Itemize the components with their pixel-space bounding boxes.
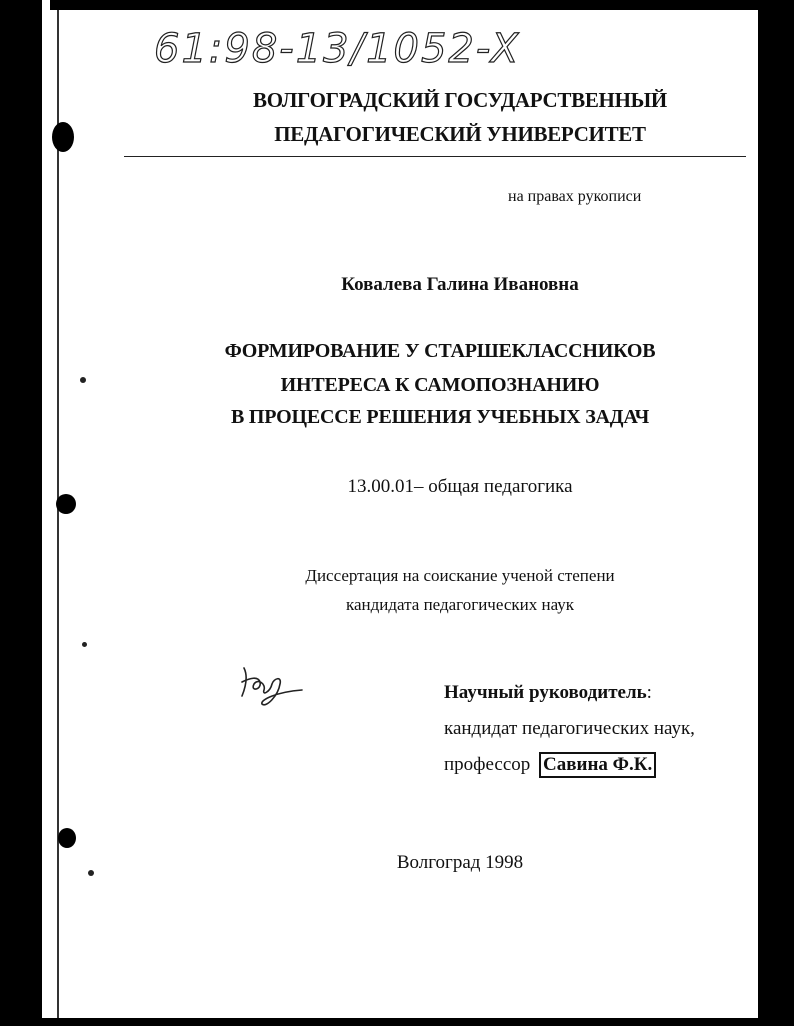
dissertation-line1: Диссертация на соискание ученой степени: [305, 566, 615, 585]
author-name: Ковалева Галина Ивановна: [341, 274, 579, 295]
scan-margin-left: [42, 0, 50, 1026]
supervisor-heading-colon: :: [646, 682, 652, 703]
binder-hole-mark: [52, 122, 74, 152]
scan-speck: [82, 642, 87, 647]
supervisor-line: [444, 752, 656, 778]
supervisor-name-box: Савина Ф.К.: [539, 752, 656, 778]
scan-speck: [80, 377, 86, 383]
specialty-code: 13.00.01– общая педагогика: [347, 476, 573, 497]
header-divider: [124, 156, 746, 157]
dissertation-line2: кандидата педагогических наук: [345, 595, 575, 614]
rights-note: на правах рукописи: [508, 188, 642, 205]
binder-hole-mark: [56, 494, 76, 514]
handwritten-code-text: 61:98-13/1052-X: [154, 26, 521, 72]
supervisor-title: профессор: [444, 754, 531, 775]
binder-hole-mark: [58, 828, 76, 848]
supervisor-heading-label: Научный руководитель: [444, 682, 647, 703]
scan-edge-top: [0, 0, 794, 10]
city-year: Волгоград 1998: [396, 852, 524, 873]
university-name-line1: ВОЛГОГРАДСКИЙ ГОСУДАРСТВЕННЫЙ: [253, 88, 667, 112]
thesis-title-line3: В ПРОЦЕССЕ РЕШЕНИЯ УЧЕБНЫХ ЗАДАЧ: [230, 406, 650, 428]
handwritten-archive-code: [150, 12, 540, 74]
supervisor-degree: кандидат педагогических наук,: [444, 718, 695, 739]
scan-edge-left: [0, 0, 42, 1026]
scan-edge-right: [758, 0, 794, 1026]
handwritten-signature: [236, 662, 308, 717]
thesis-title-line1: ФОРМИРОВАНИЕ У СТАРШЕКЛАССНИКОВ: [224, 340, 656, 362]
page-left-rule: [57, 10, 59, 1018]
thesis-title-line2: ИНТЕРЕСА К САМОПОЗНАНИЮ: [280, 374, 600, 396]
scan-edge-bottom: [0, 1018, 794, 1026]
university-name-line2: ПЕДАГОГИЧЕСКИЙ УНИВЕРСИТЕТ: [274, 122, 646, 146]
scan-speck: [88, 870, 94, 876]
supervisor-heading: [444, 682, 652, 704]
